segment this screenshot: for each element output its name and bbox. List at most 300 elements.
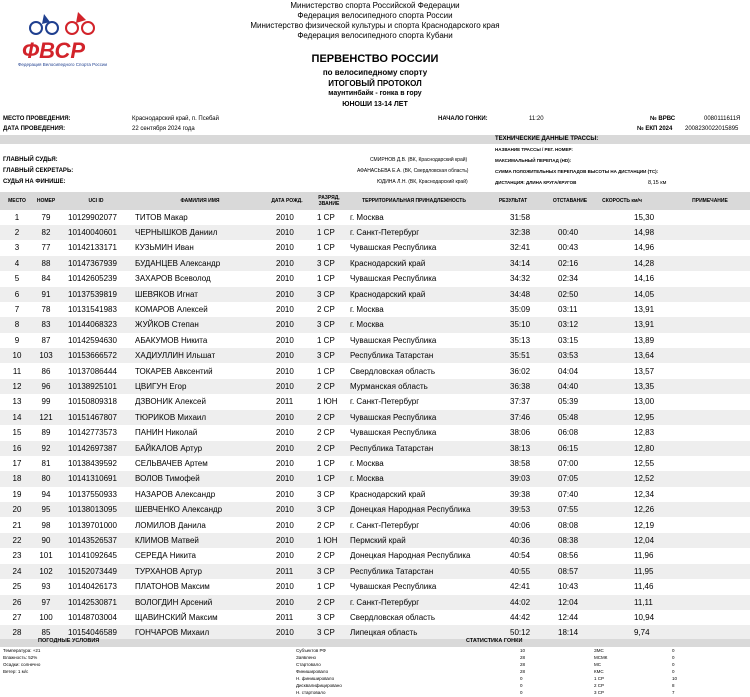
cell-gap: 07:55 (558, 505, 579, 515)
table-row (0, 487, 750, 502)
org-line-2: Федерация велосипедного спорта России (297, 11, 453, 20)
cell-year: 2010 (276, 381, 294, 391)
cell-uci: 10142773573 (68, 428, 117, 438)
cell-uci: 10142697387 (68, 443, 117, 453)
stat-left-label: Дисквалифицировано (296, 683, 342, 688)
cell-uci: 10147367939 (68, 258, 117, 268)
cell-uci: 10142133171 (68, 243, 117, 253)
cell-name: ГОНЧАРОВ Михаил (135, 628, 210, 638)
stat-left-value: 28 (520, 662, 526, 667)
cell-speed: 13,91 (634, 304, 655, 314)
cell-year: 2010 (276, 320, 294, 330)
cell-year: 2010 (276, 582, 294, 592)
cell-gap: 03:11 (558, 304, 578, 314)
cell-region: Свердловская область (350, 366, 435, 376)
cell-place: 26 (12, 597, 22, 607)
cell-name: АБАКУМОВ Никита (135, 335, 208, 345)
date-value: 22 сентября 2024 года (132, 126, 195, 132)
cell-place: 13 (12, 397, 22, 407)
ekp-value: 2008230022015895 (685, 126, 739, 132)
cell-year: 2010 (276, 628, 294, 638)
cell-name: КЛИМОВ Матвей (135, 535, 199, 545)
cell-uci: 10150809318 (68, 397, 117, 407)
cell-speed: 15,30 (634, 212, 655, 222)
cell-name: ТУРХАНОВ Артур (135, 566, 202, 576)
col-place: МЕСТО (8, 198, 26, 204)
cell-speed: 13,57 (634, 366, 655, 376)
cell-gap: 00:43 (558, 243, 579, 253)
tech-title: ТЕХНИЧЕСКИЕ ДАННЫЕ ТРАССЫ: (495, 136, 599, 142)
cell-region: г. Санкт-Петербург (350, 227, 420, 237)
cell-name: СЕРЕДА Никита (135, 551, 196, 561)
cell-speed: 12,34 (634, 489, 655, 499)
cell-region: г. Москва (350, 212, 384, 222)
cell-year: 2010 (276, 474, 294, 484)
cell-region: г. Санкт-Петербург (350, 397, 420, 407)
cell-year: 2010 (276, 535, 294, 545)
cell-uci: 10151467807 (68, 412, 117, 422)
table-row (0, 518, 750, 533)
stat-left-label: Субъектов РФ (296, 648, 326, 653)
cell-gap: 12:04 (558, 597, 579, 607)
cell-result: 38:06 (510, 428, 531, 438)
cell-result: 40:06 (510, 520, 531, 530)
cell-number: 87 (41, 335, 51, 345)
cell-result: 31:58 (510, 212, 531, 222)
table-row (0, 502, 750, 517)
cell-rank: 2 СР (317, 412, 335, 422)
cell-name: ЗАХАРОВ Всеволод (135, 274, 211, 284)
cell-place: 14 (12, 412, 22, 422)
cell-region: г. Москва (350, 474, 384, 484)
table-row (0, 364, 750, 379)
cell-result: 50:12 (510, 628, 531, 638)
cell-speed: 14,28 (634, 258, 655, 268)
cell-result: 36:02 (510, 366, 531, 376)
cell-uci: 10152073449 (68, 566, 117, 576)
cell-gap: 03:53 (558, 351, 579, 361)
cell-place: 5 (14, 274, 20, 284)
cell-speed: 13,35 (634, 381, 655, 391)
cell-gap: 08:56 (558, 551, 579, 561)
cell-region: Чувашская Республика (350, 582, 437, 592)
cell-speed: 11,46 (634, 582, 654, 592)
cell-rank: 1 СР (317, 335, 335, 345)
cell-number: 94 (41, 489, 51, 499)
cell-speed: 9,74 (634, 628, 650, 638)
cell-gap: 08:57 (558, 566, 579, 576)
stat-right-label: 1 СР (594, 676, 605, 681)
table-row (0, 564, 750, 579)
cell-place: 19 (12, 489, 22, 499)
cell-uci: 10141092645 (68, 551, 117, 561)
cell-place: 4 (14, 258, 20, 268)
cell-uci: 10142605239 (68, 274, 117, 284)
cell-number: 92 (41, 443, 51, 453)
cell-result: 40:36 (510, 535, 531, 545)
weather-temperature: Температура: +21 (3, 648, 41, 653)
cell-rank: 2 СР (317, 520, 335, 530)
cell-year: 2010 (276, 551, 294, 561)
subtitle-category: ЮНОШИ 13-14 ЛЕТ (342, 101, 408, 108)
cell-speed: 13,89 (634, 335, 655, 345)
cell-uci: 10137539819 (68, 289, 117, 299)
cell-rank: 3 СР (317, 566, 335, 576)
cell-result: 42:41 (510, 582, 531, 592)
cell-uci: 10154046589 (68, 628, 117, 638)
cell-speed: 12,80 (634, 443, 655, 453)
table-row (0, 548, 750, 563)
cell-gap: 06:08 (558, 428, 579, 438)
cell-name: НАЗАРОВ Александр (135, 489, 216, 499)
cell-gap: 08:38 (558, 535, 579, 545)
table-row (0, 348, 750, 363)
cell-region: г. Москва (350, 458, 384, 468)
cell-result: 39:03 (510, 474, 531, 484)
cell-number: 90 (41, 535, 51, 545)
cell-name: КУЗЬМИН Иван (135, 243, 194, 253)
cell-uci: 10137550933 (68, 489, 117, 499)
cell-year: 2010 (276, 351, 294, 361)
cell-year: 2010 (276, 227, 294, 237)
tech-bar (0, 135, 750, 144)
table-row (0, 225, 750, 240)
col-number: НОМЕР (36, 198, 56, 204)
cell-place: 2 (14, 227, 20, 237)
cell-number: 88 (41, 258, 51, 268)
cell-place: 7 (14, 304, 20, 314)
cell-rank: 1 СР (317, 366, 335, 376)
cell-speed: 14,16 (634, 274, 655, 284)
table-row (0, 533, 750, 548)
cell-result: 40:55 (510, 566, 531, 576)
table-row (0, 595, 750, 610)
table-row (0, 302, 750, 317)
cell-gap: 06:15 (558, 443, 579, 453)
cell-region: Донецкая Народная Республика (350, 551, 471, 561)
cell-region: г. Санкт-Петербург (350, 597, 420, 607)
cell-result: 35:10 (510, 320, 531, 330)
cell-place: 20 (12, 505, 22, 515)
cell-year: 2010 (276, 412, 294, 422)
subtitle-sport: по велосипедному спорту (322, 68, 428, 77)
stat-right-label: 2 СР (594, 683, 605, 688)
cell-number: 99 (41, 397, 51, 407)
cell-name: ПАНИН Николай (135, 428, 198, 438)
stat-left-value: 0 (520, 676, 523, 681)
cell-name: ВОЛОГДИН Арсений (135, 597, 213, 607)
cell-region: Чувашская Республика (350, 335, 437, 345)
cell-uci: 10137086444 (68, 366, 117, 376)
cell-year: 2010 (276, 212, 294, 222)
cell-speed: 12,04 (634, 535, 655, 545)
cell-year: 2010 (276, 428, 294, 438)
cell-number: 83 (41, 320, 51, 330)
cell-rank: 1 СР (317, 227, 335, 237)
ekp-label: № ЕКП 2024 (637, 126, 673, 132)
cell-speed: 13,91 (634, 320, 655, 330)
subtitle-protocol: ИТОГОВЫЙ ПРОТОКОЛ (328, 79, 422, 88)
cell-uci: 10142594630 (68, 335, 117, 345)
cell-number: 121 (39, 412, 53, 422)
stat-left-value: 28 (520, 655, 526, 660)
cell-year: 2010 (276, 243, 294, 253)
cell-region: Чувашская Республика (350, 412, 437, 422)
table-row (0, 210, 750, 225)
stat-right-value: 8 (672, 683, 675, 688)
cell-gap: 02:16 (558, 258, 579, 268)
cell-rank: 1 СР (317, 243, 335, 253)
cell-name: ЩАВИНСКИЙ Максим (135, 612, 218, 622)
subtitle-discipline: маунтинбайк - гонка в гору (328, 90, 422, 97)
cell-place: 23 (12, 551, 22, 561)
cell-name: ТЮРИКОВ Михаил (135, 412, 207, 422)
cell-number: 85 (41, 628, 51, 638)
cell-name: ХАДИУЛЛИН Ильшат (135, 351, 216, 361)
cell-place: 27 (12, 612, 22, 622)
table-row (0, 579, 750, 594)
cell-result: 34:32 (510, 274, 531, 284)
cell-number: 95 (41, 505, 51, 515)
cell-uci: 10148703004 (68, 612, 117, 622)
cell-gap: 12:44 (558, 612, 579, 622)
table-row (0, 240, 750, 255)
col-region: ТЕРРИТОРИАЛЬНАЯ ПРИНАДЛЕЖНОСТЬ (362, 198, 466, 204)
cell-place: 1 (14, 212, 20, 222)
table-row (0, 394, 750, 409)
cell-number: 89 (41, 428, 51, 438)
cell-uci: 10139701000 (68, 520, 117, 530)
cell-number: 100 (39, 612, 53, 622)
cell-region: Республика Татарстан (350, 566, 434, 576)
cell-place: 21 (12, 520, 22, 530)
table-row (0, 379, 750, 394)
cell-place: 24 (12, 566, 22, 576)
cell-place: 16 (12, 443, 22, 453)
stat-right-label: 3 СР (594, 690, 605, 695)
tech-distance: ДИСТАНЦИЯ: ДЛИНА КРУГА/КРУГОВ (495, 180, 577, 185)
cell-name: ЦВИГУН Егор (135, 381, 187, 391)
weather-precipitation: Осадки: солнечно (3, 662, 41, 667)
cell-region: Чувашская Республика (350, 243, 437, 253)
cell-name: ПЛАТОНОВ Максим (135, 582, 210, 592)
col-uci: UCI ID (88, 198, 104, 204)
cell-number: 96 (41, 381, 51, 391)
secretary-label: ГЛАВНЫЙ СЕКРЕТАРЬ: (3, 168, 74, 174)
cell-result: 32:41 (510, 243, 531, 253)
col-gap: ОТСТАВАНИЕ (552, 198, 588, 204)
stat-right-value: 0 (672, 669, 675, 674)
stat-left-label: Стартовало (296, 662, 321, 667)
cell-speed: 14,05 (634, 289, 655, 299)
footer-bar (0, 639, 750, 647)
cell-place: 28 (12, 628, 22, 638)
cell-gap: 05:48 (558, 412, 579, 422)
cell-result: 36:38 (510, 381, 531, 391)
cell-place: 10 (12, 351, 22, 361)
document-title: ПЕРВЕНСТВО РОССИИ (311, 53, 439, 65)
cell-rank: 2 СР (317, 381, 335, 391)
cell-name: ЛОМИЛОВ Данила (135, 520, 206, 530)
tech-distance-value: 8,15 км (648, 180, 667, 186)
finish-judge-value: ЮДИНА Л.Н. (ВК, Краснодарский край) (377, 179, 468, 185)
cell-rank: 1 СР (317, 474, 335, 484)
cell-speed: 13,64 (634, 351, 655, 361)
cell-rank: 3 СР (317, 505, 335, 515)
cell-name: ТОКАРЕВ Авксентий (135, 366, 213, 376)
cell-speed: 12,83 (634, 428, 655, 438)
cell-gap: 05:39 (558, 397, 579, 407)
cell-number: 84 (41, 274, 51, 284)
cell-region: Свердловская область (350, 612, 435, 622)
cell-year: 2010 (276, 443, 294, 453)
cell-region: Краснодарский край (350, 258, 426, 268)
cell-name: СЕЛЬВАЧЕВ Артем (135, 458, 208, 468)
cell-place: 6 (14, 289, 20, 299)
cell-name: БУДАНЦЕВ Александр (135, 258, 221, 268)
cell-speed: 10,94 (634, 612, 655, 622)
stat-left-label: Финишировало (296, 669, 329, 674)
cell-region: Республика Татарстан (350, 443, 434, 453)
table-row (0, 256, 750, 271)
stat-right-label: МСМК (594, 655, 608, 660)
cell-name: ВОЛОВ Тимофей (135, 474, 200, 484)
cell-number: 79 (41, 212, 51, 222)
judge-label: ГЛАВНЫЙ СУДЬЯ: (3, 157, 58, 163)
cell-place: 8 (14, 320, 20, 330)
cell-place: 22 (12, 535, 22, 545)
cell-number: 91 (41, 289, 51, 299)
cell-number: 101 (39, 551, 53, 561)
cell-place: 25 (12, 582, 22, 592)
stat-right-label: ЗМС (594, 648, 604, 653)
cell-rank: 2 СР (317, 428, 335, 438)
org-line-3: Министерство физической культуры и спорта Краснодарского края (250, 21, 500, 30)
vrvs-label: № ВРВС (650, 116, 676, 122)
start-label: НАЧАЛО ГОНКИ: (438, 116, 488, 122)
date-label: ДАТА ПРОВЕДЕНИЯ: (3, 126, 66, 132)
cell-gap: 07:00 (558, 458, 579, 468)
cell-rank: 1 ЮН (317, 397, 338, 407)
cell-result: 34:48 (510, 289, 531, 299)
cell-region: Мурманская область (350, 381, 428, 391)
cell-result: 44:02 (510, 597, 531, 607)
cell-uci: 10140040601 (68, 227, 117, 237)
cell-region: Чувашская Республика (350, 428, 437, 438)
place-value: Краснодарский край, п. Псебай (132, 116, 219, 122)
cell-result: 44:42 (510, 612, 531, 622)
cell-result: 35:09 (510, 304, 531, 314)
cell-result: 32:38 (510, 227, 531, 237)
cell-year: 2010 (276, 520, 294, 530)
cell-region: г. Москва (350, 304, 384, 314)
cell-speed: 14,96 (634, 243, 655, 253)
cell-year: 2010 (276, 289, 294, 299)
cell-rank: 1 СР (317, 274, 335, 284)
cell-year: 2011 (276, 397, 294, 407)
weather-humidity: Влажность: 52% (3, 655, 38, 660)
cell-rank: 1 ЮН (317, 535, 338, 545)
cell-year: 2010 (276, 304, 294, 314)
col-result: РЕЗУЛЬТАТ (498, 198, 528, 204)
cell-speed: 13,00 (634, 397, 655, 407)
cell-rank: 3 СР (317, 351, 335, 361)
cell-speed: 12,55 (634, 458, 655, 468)
cell-name: ШЕВЧЕНКО Александр (135, 505, 223, 515)
cell-number: 78 (41, 304, 51, 314)
cell-year: 2010 (276, 505, 294, 515)
cell-result: 35:13 (510, 335, 531, 345)
finish-judge-label: СУДЬЯ НА ФИНИШЕ: (3, 179, 66, 185)
cell-result: 39:38 (510, 489, 531, 499)
cell-gap: 02:50 (558, 289, 579, 299)
cell-region: г. Санкт-Петербург (350, 520, 420, 530)
col-note: ПРИМЕЧАНИЕ (692, 198, 728, 204)
cell-region: Краснодарский край (350, 289, 426, 299)
cell-gap: 03:12 (558, 320, 579, 330)
cell-place: 11 (12, 366, 22, 376)
cell-region: Республика Татарстан (350, 351, 434, 361)
col-speed: СКОРОСТЬ км/ч (602, 198, 642, 204)
vrvs-value: 0080111611Я (704, 116, 741, 122)
cell-name: ЖУЙКОВ Степан (135, 320, 199, 330)
table-row (0, 287, 750, 302)
cell-gap: 07:05 (558, 474, 579, 484)
cell-uci: 10141310691 (68, 474, 117, 484)
cell-rank: 3 СР (317, 289, 335, 299)
cell-year: 2010 (276, 335, 294, 345)
cell-uci: 10143526537 (68, 535, 117, 545)
stat-left-value: 10 (520, 648, 526, 653)
cell-uci: 10138439592 (68, 458, 117, 468)
cell-year: 2010 (276, 489, 294, 499)
judge-value: СМИРНОВ Д.В. (ВК, Краснодарский край) (370, 157, 468, 163)
col-birth: ДАТА РОЖД. (271, 198, 303, 204)
cell-rank: 1 СР (317, 582, 335, 592)
cell-place: 3 (14, 243, 20, 253)
cell-region: г. Москва (350, 320, 384, 330)
cell-number: 98 (41, 520, 51, 530)
cell-gap: 04:04 (558, 366, 579, 376)
stat-left-label: Заявлено (296, 655, 317, 660)
cell-region: Донецкая Народная Республика (350, 505, 471, 515)
svg-text:Федерация Велосипедного Спорта: Федерация Велосипедного Спорта России (18, 62, 107, 67)
cell-gap: 00:40 (558, 227, 579, 237)
svg-text:ФВСР: ФВСР (22, 38, 86, 63)
stat-right-value: 0 (672, 648, 675, 653)
stat-left-label: Н. финишировало (296, 676, 335, 681)
secretary-value: АФАНАСЬЕВА Е.А. (ВК, Свердловская область) (357, 168, 469, 174)
stat-right-value: 0 (672, 655, 675, 660)
cell-speed: 12,19 (634, 520, 655, 530)
cell-result: 39:53 (510, 505, 531, 515)
cell-number: 80 (41, 474, 51, 484)
cell-rank: 2 СР (317, 304, 335, 314)
cell-gap: 10:43 (558, 582, 579, 592)
stat-left-label: Н. стартовало (296, 690, 326, 695)
cell-speed: 12,52 (634, 474, 655, 484)
cell-place: 12 (12, 381, 22, 391)
stat-right-value: 7 (672, 690, 675, 695)
stat-right-label: КМС (594, 669, 604, 674)
cell-rank: 3 СР (317, 489, 335, 499)
cell-gap: 07:40 (558, 489, 579, 499)
cell-rank: 2 СР (317, 551, 335, 561)
cell-uci: 10144068323 (68, 320, 117, 330)
stat-right-value: 0 (672, 662, 675, 667)
cell-uci: 10131541983 (68, 304, 117, 314)
table-row (0, 410, 750, 425)
